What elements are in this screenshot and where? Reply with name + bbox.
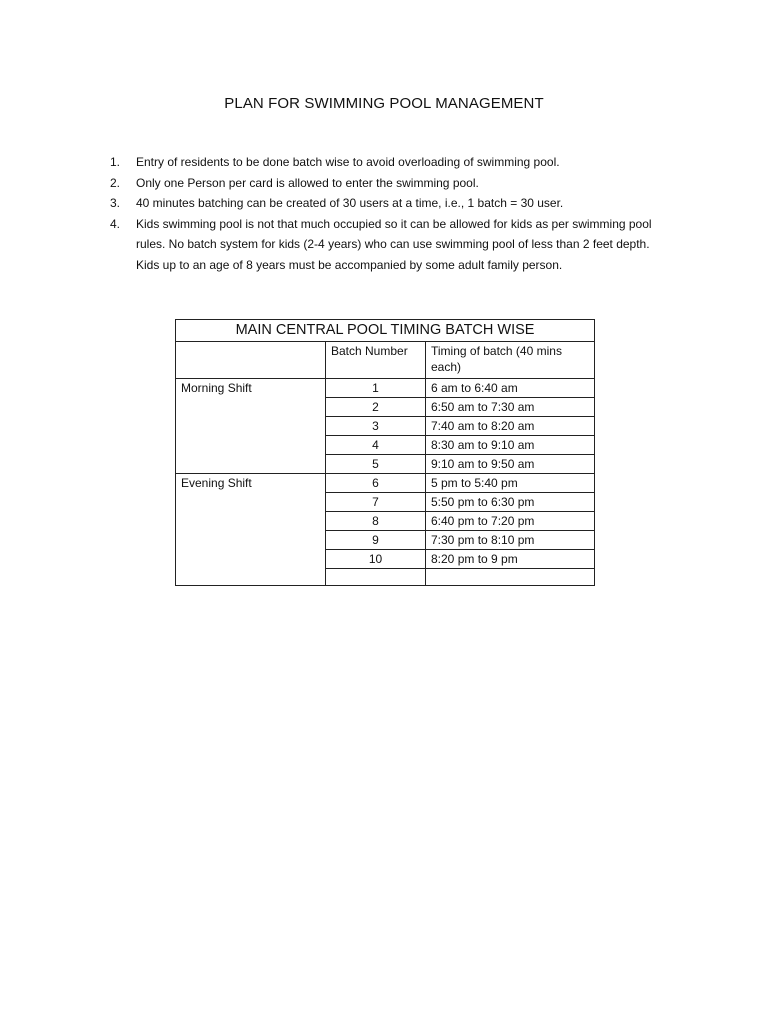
rule-text: Only one Person per card is allowed to enter the swimming pool. xyxy=(136,175,479,190)
table-row xyxy=(176,379,595,398)
batch-timing-cell: 6:40 pm to 7:20 pm xyxy=(426,512,595,531)
batch-number-cell: 3 xyxy=(326,417,426,436)
table-row xyxy=(176,474,595,493)
rule-text: 40 minutes batching can be created of 30 users at a time, i.e., 1 batch = 30 user. xyxy=(136,196,564,210)
shift-label-evening: Evening Shift xyxy=(176,474,326,586)
batch-timing-cell: 6 am to 6:40 am xyxy=(426,379,595,398)
batch-number-cell: 5 xyxy=(326,455,426,474)
rule-text: Kids swimming pool is not that much occupied so it can be allowed for kids as per swimming pool rules. No batch system for kids (2-4 years) who can use swimming pool of less than 2 feet depth. Kids up to an age of 8 years must be accompanied by some adult family person. xyxy=(136,216,652,272)
batch-timing-cell: 5 pm to 5:40 pm xyxy=(426,474,595,493)
batch-number-cell: 9 xyxy=(326,531,426,550)
rule-text: Entry of residents to be done batch wise to avoid overloading of swimming pool. xyxy=(136,155,560,169)
batch-timing-cell: 7:30 pm to 8:10 pm xyxy=(426,531,595,550)
empty-cell xyxy=(426,569,595,586)
table-title-row xyxy=(176,320,595,342)
empty-cell xyxy=(326,569,426,586)
rule-item xyxy=(110,193,670,214)
rule-number: 2. xyxy=(110,175,121,190)
column-header-timing: Timing of batch (40 mins each) xyxy=(426,342,595,379)
batch-timing-cell: 9:10 am to 9:50 am xyxy=(426,455,595,474)
rule-item xyxy=(110,152,670,173)
column-header-batch-number: Batch Number xyxy=(326,342,426,379)
table-header-row xyxy=(176,342,595,379)
rules-list xyxy=(110,152,670,275)
batch-number-cell: 7 xyxy=(326,493,426,512)
table-title: MAIN CENTRAL POOL TIMING BATCH WISE xyxy=(176,320,595,342)
rule-number: 3. xyxy=(110,196,121,210)
rule-number: 4. xyxy=(110,216,121,231)
rule-item xyxy=(110,214,670,276)
batch-number-cell: 4 xyxy=(326,436,426,455)
shift-label-morning: Morning Shift xyxy=(176,379,326,474)
batch-number-cell: 8 xyxy=(326,512,426,531)
batch-timing-cell: 8:20 pm to 9 pm xyxy=(426,550,595,569)
batch-timing-table xyxy=(175,319,595,586)
batch-timing-cell: 8:30 am to 9:10 am xyxy=(426,436,595,455)
batch-number-cell: 1 xyxy=(326,379,426,398)
batch-timing-cell: 7:40 am to 8:20 am xyxy=(426,417,595,436)
batch-timing-cell: 6:50 am to 7:30 am xyxy=(426,398,595,417)
rule-item xyxy=(110,173,670,194)
batch-timing-cell: 5:50 pm to 6:30 pm xyxy=(426,493,595,512)
page-title: PLAN FOR SWIMMING POOL MANAGEMENT xyxy=(224,95,544,112)
batch-number-cell: 2 xyxy=(326,398,426,417)
column-header-shift xyxy=(176,342,326,379)
batch-number-cell: 6 xyxy=(326,474,426,493)
batch-number-cell: 10 xyxy=(326,550,426,569)
rule-number: 1. xyxy=(110,155,121,169)
